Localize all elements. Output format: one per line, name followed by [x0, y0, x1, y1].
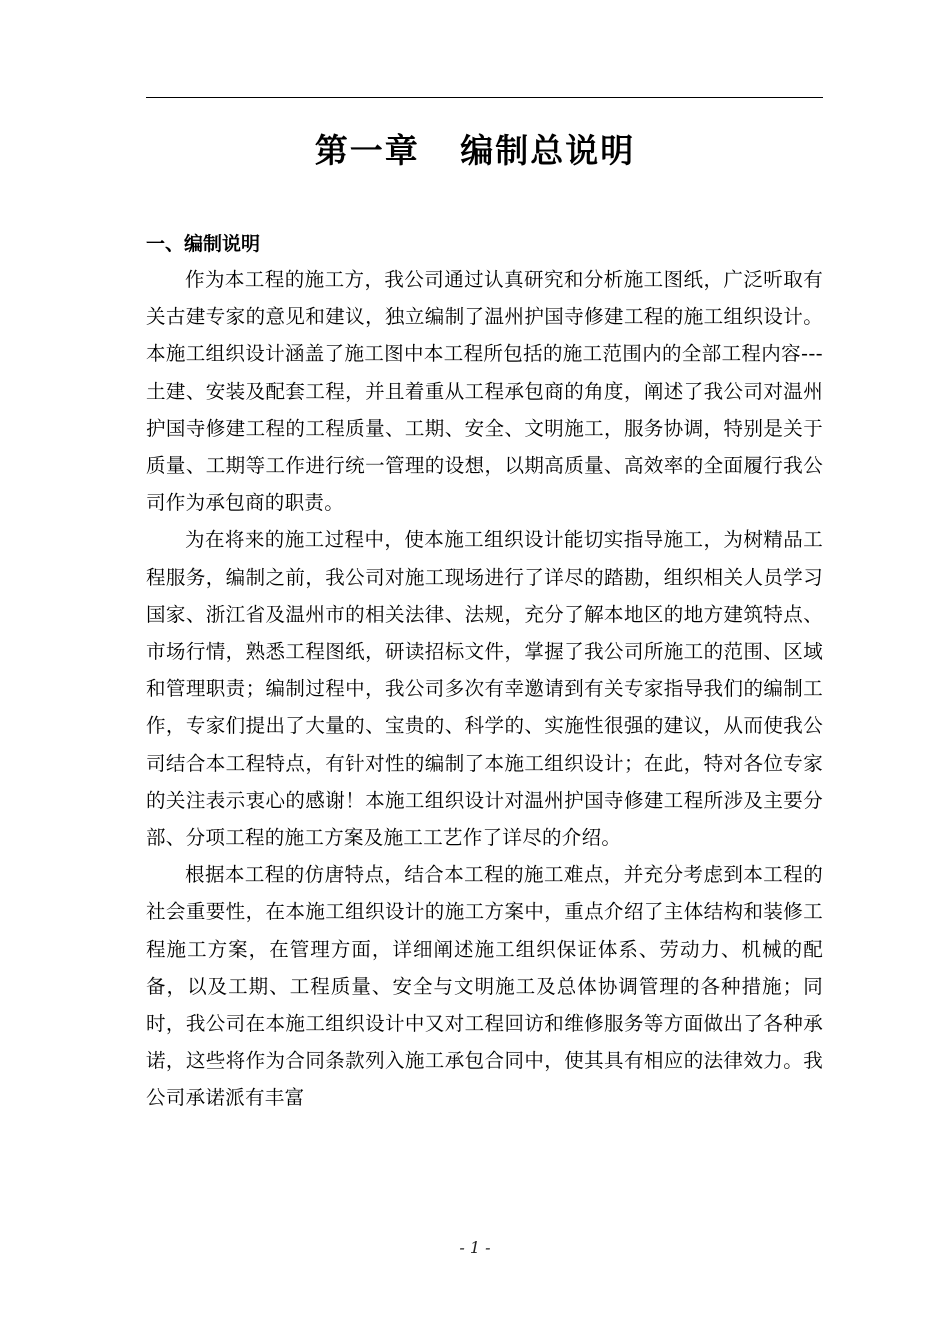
page-number: - 1 -: [459, 1238, 491, 1257]
paragraph-2: 为在将来的施工过程中，使本施工组织设计能切实指导施工，为树精品工程服务，编制之前，我公司对施工现场进行了详尽的踏勘，组织相关人员学习国家、浙江省及温州市的相关法律、法规，充分了解本地区的地方建筑特点、市场行情，熟悉工程图纸，研读招标文件，掌握了我公司所施工的范围、区域和管理职责；编制过程中，我公司多次有幸邀请到有关专家指导我们的编制工作，专家们提出了大量的、宝贵的、科学的、实施性很强的建议，从而使我公司结合本工程特点，有针对性的编制了本施工组织设计；在此，特对各位专家的关注表示衷心的感谢！本施工组织设计对温州护国寺修建工程所涉及主要分部、分项工程的施工方案及施工工艺作了详尽的介绍。: [146, 528, 823, 850]
header-rule: [146, 97, 823, 98]
section-heading: 一、编制说明: [146, 233, 261, 255]
chapter-title: 第一章 编制总说明: [314, 131, 636, 170]
paragraph-3: 根据本工程的仿唐特点，结合本工程的施工难点，并充分考虑到本工程的社会重要性，在本施工组织设计的施工方案中，重点介绍了主体结构和装修工程施工方案，在管理方面，详细阐述施工组织保证体系、劳动力、机械的配备，以及工期、工程质量、安全与文明施工及总体协调管理的各种措施；同时，我公司在本施工组织设计中又对工程回访和维修服务等方面做出了各种承诺，这些将作为合同条款列入施工承包合同中，使其具有相应的法律效力。我公司承诺派有丰富: [146, 863, 823, 1110]
body-text: [146, 261, 823, 1117]
paragraph-1: 作为本工程的施工方，我公司通过认真研究和分析施工图纸，广泛听取有关古建专家的意见和建议，独立编制了温州护国寺修建工程的施工组织设计。本施工组织设计涵盖了施工图中本工程所包括的施工范围内的全部工程内容---土建、安装及配套工程，并且着重从工程承包商的角度，阐述了我公司对温州护国寺修建工程的工程质量、工期、安全、文明施工，服务协调，特别是关于质量、工期等工作进行统一管理的设想，以期高质量、高效率的全面履行我公司作为承包商的职责。: [146, 268, 823, 515]
